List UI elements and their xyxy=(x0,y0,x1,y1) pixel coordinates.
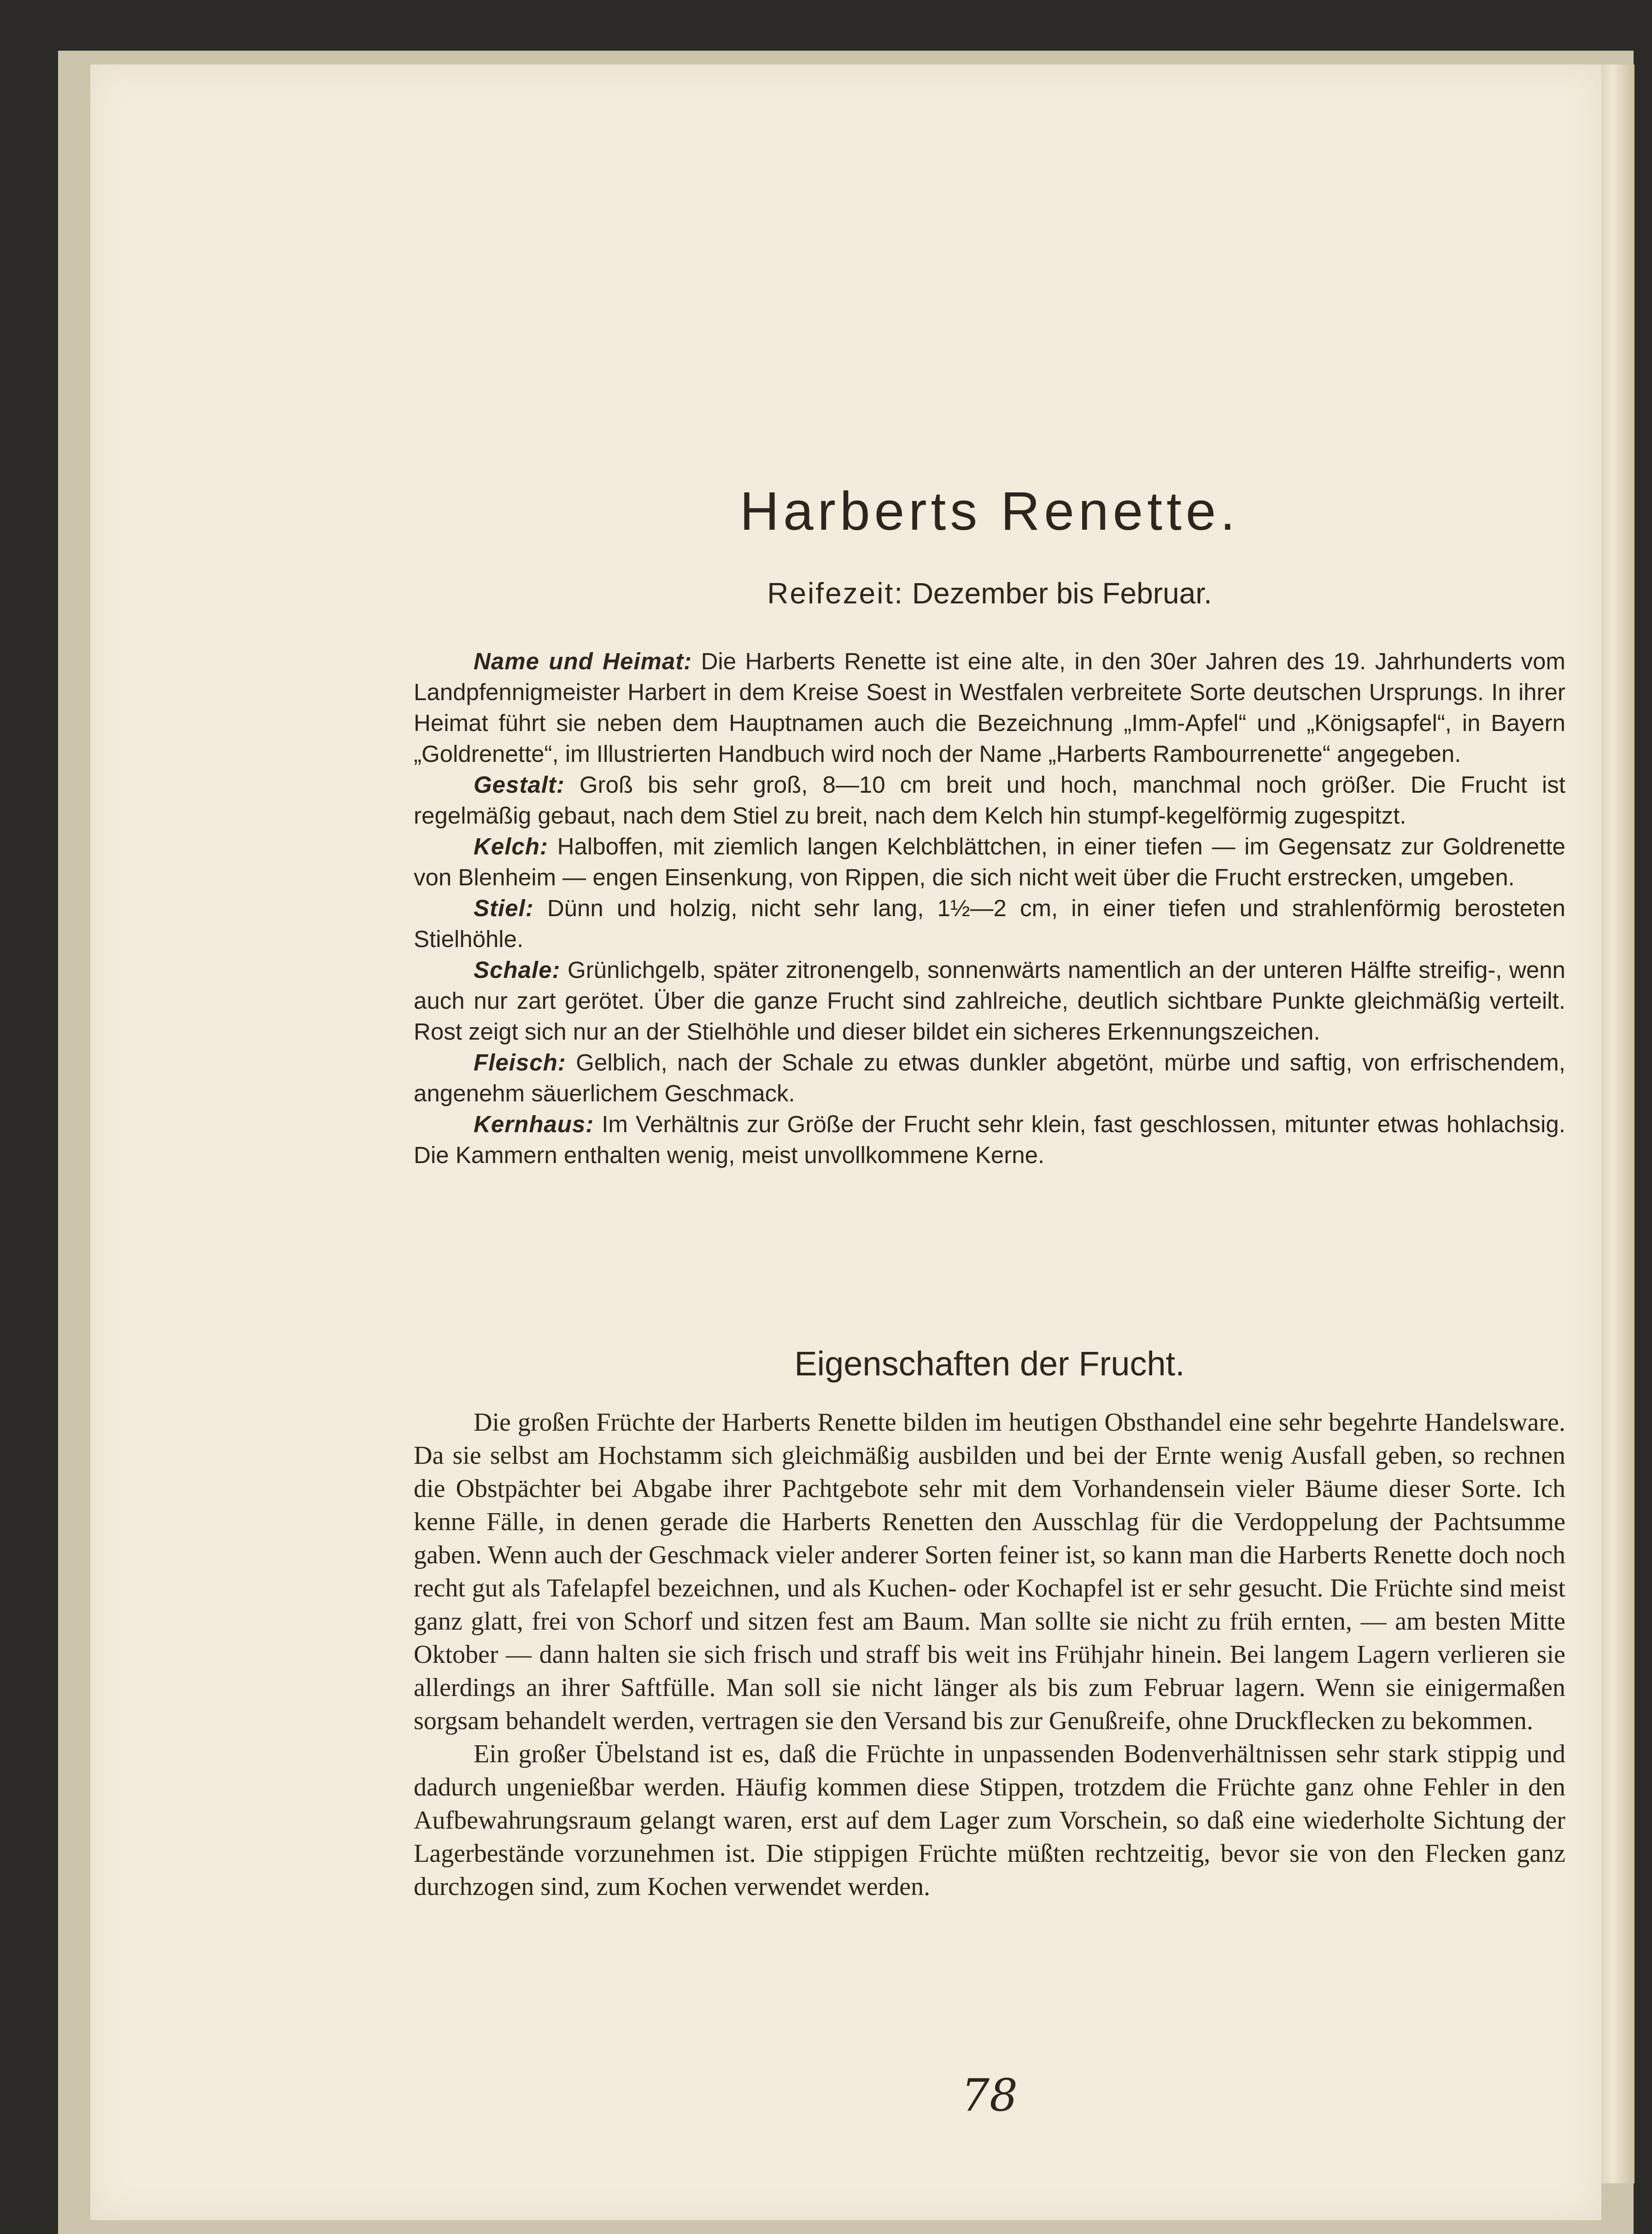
next-page-edge xyxy=(1598,64,1634,2183)
body-paragraph: Die großen Früchte der Harberts Renette bilden im heutigen Obsthandel eine sehr begehrte Handelsware. Da sie selbst am Hochstamm sich gleichmäßig ausbilden und bei der Ernte wenig Ausfall geben, so rechnen die Obstpächter bei Abgabe ihrer Pachtgebote sehr mit dem Vorhandensein vieler Bäume dieser Sorte. Ich kenne Fälle, in denen gerade die Harberts Renetten den Ausschlag für die Verdoppelung der Pachtsumme gaben. Wenn auch der Geschmack vieler anderer Sorten feiner ist, so kann man die Harberts Renette doch noch recht gut als Tafelapfel bezeichnen, und als Kuchen- oder Kochapfel ist er sehr gesucht. Die Früchte sind meist ganz glatt, frei von Schorf und sitzen fest am Baum. Man sollte sie nicht zu früh ernten, — am besten Mitte Oktober — dann halten sie sich frisch und straff bis weit ins Frühjahr hinein. Bei langem Lagern verlieren sie allerdings an ihrer Saftfülle. Man soll sie nicht länger als bis zum Februar lagern. Wenn sie einigermaßen sorgsam behandelt werden, vertragen sie den Versand bis zur Genußreife, ohne Druckflecken zu bekommen. xyxy=(414,1408,1565,1735)
description-term: Schale: xyxy=(474,957,561,983)
description-text: Dünn und holzig, nicht sehr lang, 1½—2 cm, in einer tiefen und strahlenförmig berosteten Stielhöhle. xyxy=(414,895,1566,952)
description-text: Im Verhältnis zur Größe der Frucht sehr klein, fast geschlossen, mitunter etwas hohlachsig. Die Kammern enthalten wenig, meist unvollkommene Kerne. xyxy=(414,1111,1566,1168)
description-term: Name und Heimat: xyxy=(474,648,692,674)
description-text: Groß bis sehr groß, 8—10 cm breit und hoch, manchmal noch größer. Die Frucht ist regelmäßig gebaut, nach dem Stiel zu breit, nach dem Kelch hin stumpf-kegelförmig zugespitzt. xyxy=(414,772,1565,829)
section-body xyxy=(414,1406,1565,1903)
description-entry xyxy=(414,1109,1565,1170)
description-entry xyxy=(414,1047,1565,1109)
variety-description xyxy=(414,646,1565,1170)
description-term: Stiel: xyxy=(474,895,534,921)
book-page xyxy=(90,64,1601,2220)
description-term: Gestalt: xyxy=(474,772,565,798)
description-term: Fleisch: xyxy=(474,1049,566,1076)
ripening-line xyxy=(414,575,1565,612)
ripening-value: Dezember bis Februar. xyxy=(912,577,1212,610)
description-entry xyxy=(414,646,1565,769)
page-title: Harberts Renette. xyxy=(739,481,1240,542)
page-number: 78 xyxy=(961,2070,1018,2121)
description-entry xyxy=(414,893,1565,954)
description-text: Gelblich, nach der Schale zu etwas dunkler abgetönt, mürbe und saftig, von erfrischendem, angenehm säuerlichem Geschmack. xyxy=(414,1049,1566,1106)
description-term: Kelch: xyxy=(474,833,548,860)
description-entry xyxy=(414,954,1565,1047)
description-entry xyxy=(414,769,1565,831)
description-text: Halboffen, mit ziemlich langen Kelchblättchen, in einer tiefen — im Gegensatz zur Goldrenette von Blenheim — engen Einsenkung, von Rippen, die sich nicht weit über die Frucht erstrecken, umgeben. xyxy=(414,833,1566,890)
description-text: Die Harberts Renette ist eine alte, in den 30er Jahren des 19. Jahrhunderts vom Landpfennigmeister Harbert in dem Kreise Soest in Westfalen verbreitete Sorte deutschen Ursprungs. In ihrer Heimat führt sie neben dem Hauptnamen auch die Bezeichnung „Imm-Apfel“ und „Königsapfel“, in Bayern „Goldrenette“, im Illustrierten Handbuch wird noch der Name „Harberts Rambourrenette“ angegeben. xyxy=(414,648,1565,767)
description-term: Kernhaus: xyxy=(474,1111,594,1137)
description-entry xyxy=(414,831,1565,893)
body-paragraph: Ein großer Übelstand ist es, daß die Früchte in unpassenden Bodenverhältnissen sehr stark stippig und dadurch ungenießbar werden. Häufig kommen diese Stippen, trotzdem die Früchte ganz ohne Fehler in den Aufbewahrungsraum gelangt waren, erst auf dem Lager zum Vorschein, so daß eine wiederholte Sichtung der Lagerbestände vorzunehmen ist. Die stippigen Früchte müßten rechtzeitig, bevor sie von den Flecken ganz durchzogen sind, zum Kochen verwendet werden. xyxy=(414,1740,1565,1901)
section-title: Eigenschaften der Frucht. xyxy=(794,1345,1185,1383)
description-text: Grünlichgelb, später zitronengelb, sonnenwärts namentlich an der unteren Hälfte streifig-, wenn auch nur zart gerötet. Über die ganze Frucht sind zahlreiche, deutlich sichtbare Punkte gleichmäßig verteilt. Rost zeigt sich nur an der Stielhöhle und dieser bildet ein sicheres Erkennungszeichen. xyxy=(414,957,1566,1045)
ripening-label: Reifezeit: xyxy=(767,577,904,610)
